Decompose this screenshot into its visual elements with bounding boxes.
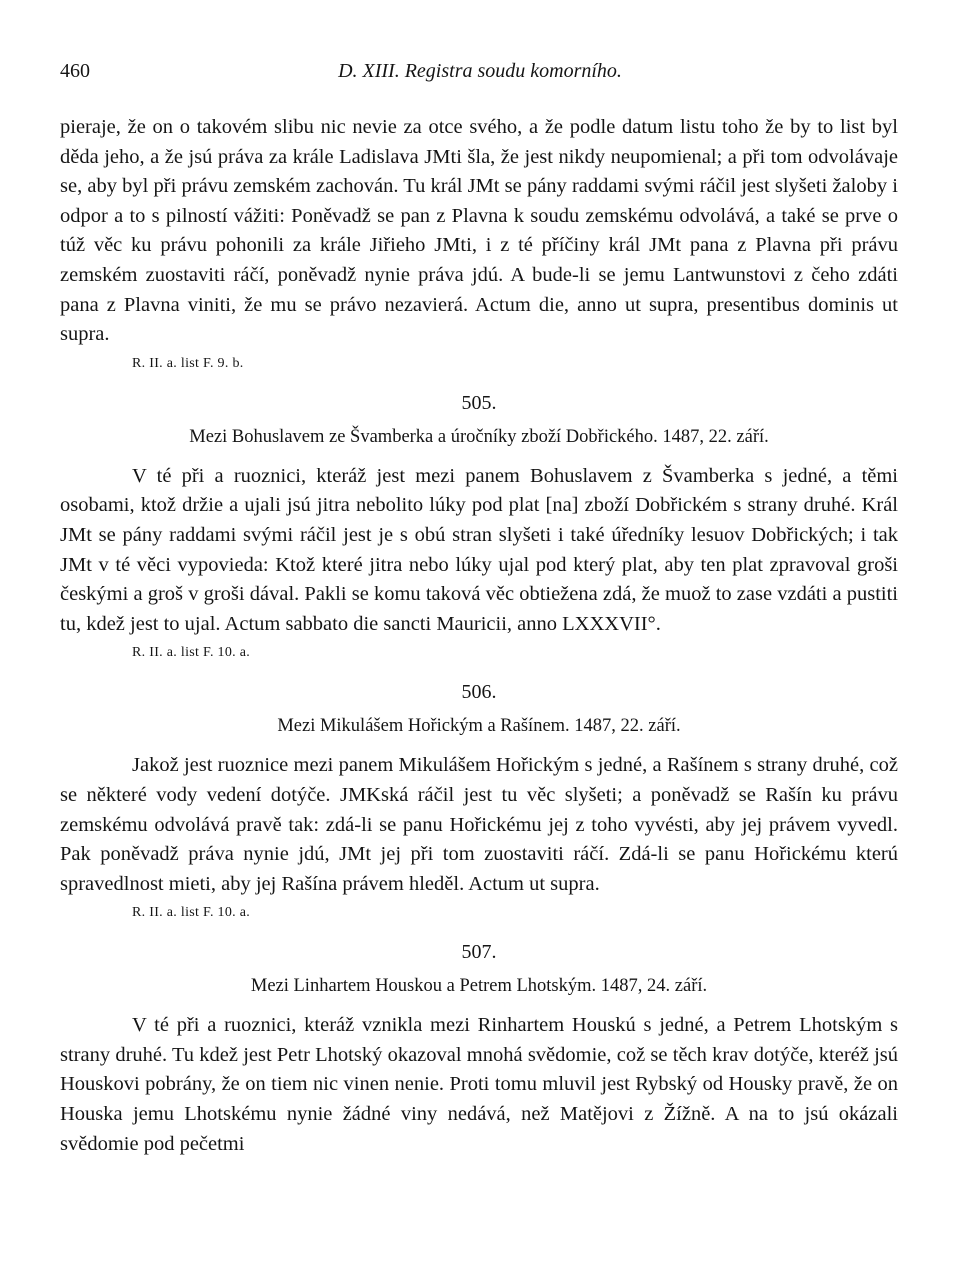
intro-paragraph: pieraje, že on o takovém slibu nic nevie za otce svého, a že podle datum listu toho že by to list byl děda jeho, a že jsú práva za krále Ladislava JMti šla, že jest nikdy neupomienal; a při tom odvolávaje se, aby byl při právu zemském zachován. Tu král JMt se pány raddami svými ráčil jest slyšeti žaloby i odpor a to s pilností vážiti: Poněvadž se pan z Plavna k soudu zemskému odvolává, a také se prve o túž věc ku právu pohonili za krále Jiřieho JMti, i z té příčiny král JMt pana z Plavna při právu zemském zuostaviti ráčí, poněvadž nynie práva jdú. A bude-li se jemu Lantwunstovi z čeho zdáti pana z Plavna viniti, že mu se právo nezavierá. Actum die, anno ut supra, presentibus dominis ut supra. — [60, 116, 898, 346]
entry-subject: Mezi Linhartem Houskou a Petrem Lhotským. 1487, 24. září. — [250, 976, 708, 997]
page-header — [60, 60, 900, 90]
source-reference: R. II. a. list F. 9. b. — [132, 355, 244, 371]
source-reference: R. II. a. list F. 10. a. — [132, 905, 251, 921]
entry-text: V té při a ruoznici, kteráž jest mezi panem Bohuslavem z Švamberka s jedné, a těmi osobami, ktož držie a ujali jsú jitra nebolito lúky pod plat [na] zboží Dobřickém s strany druhé. Král JMt se pány raddami svými ráčil jest je s obú stran slyšeti i také úředníky lesuov Dobřických; i tak JMt v té věci vypovieda: Ktož které jitra nebo lúky ujal pod který plat, aby ten plat zpravoval groši českými a groš v groši dával. Pakli se komu taková věc obtiežena zdá, že muož to zase vzdáti a pustiti tu, kdež jest to ujal. Actum sabbato die sancti Mauricii, anno LXXXVII°. — [60, 464, 898, 635]
page-number: 460 — [60, 60, 90, 82]
entry-507 — [60, 941, 898, 1159]
running-title: D. XIII. Registra soudu komorního. — [338, 60, 622, 82]
entry-number: 507. — [461, 941, 497, 964]
entry-number: 505. — [461, 391, 497, 414]
entry-text: V té při a ruoznici, kteráž vznikla mezi Rinhartem Houskú s jedné, a Petrem Lhotským s strany druhé. Tu kdež jest Petr Lhotský okazoval mnohá svědomie, což se těch krav dotýče, kteréž jsú Houskovi pobrány, že on tiem nic vinen nenie. Proti tomu mluvil jest Rybský od Housky pravě, že on Houska jemu Lhotskému nynie žádné viny nedává, než Matějovi z Žížně. A na to jsú okázali svědomie pod pečetmi — [60, 1014, 898, 1155]
source-reference: R. II. a. list F. 10. a. — [132, 645, 251, 661]
entry-505 — [60, 392, 898, 662]
entry-number: 506. — [461, 681, 497, 704]
page-body — [60, 113, 898, 1159]
entry-506 — [60, 681, 898, 921]
entry-subject: Mezi Mikulášem Hořickým a Rašínem. 1487, 22. září. — [277, 716, 681, 737]
entry-text: Jakož jest ruoznice mezi panem Mikulášem Hořickým s jedné, a Rašínem s strany druhé, což se některé vody vedení dotýče. JMKská ráčil jest tu věc slyšeti; a poněvadž se Rašín ku právu zemskému odvolává pravě tak: zdá-li se panu Hořickému jej z toho vyvésti, aby jej právem vyvedl. Pak poněvadž práva nynie jdú, JMt jej při tom zuostaviti ráčí. Zdá-li se panu Hořickému kterú spravedlnost mieti, aby jej Rašína právem hleděl. Actum ut supra. — [60, 754, 898, 895]
entry-subject: Mezi Bohuslavem ze Švamberka a úročníky zboží Dobřického. 1487, 22. září. — [189, 426, 769, 447]
